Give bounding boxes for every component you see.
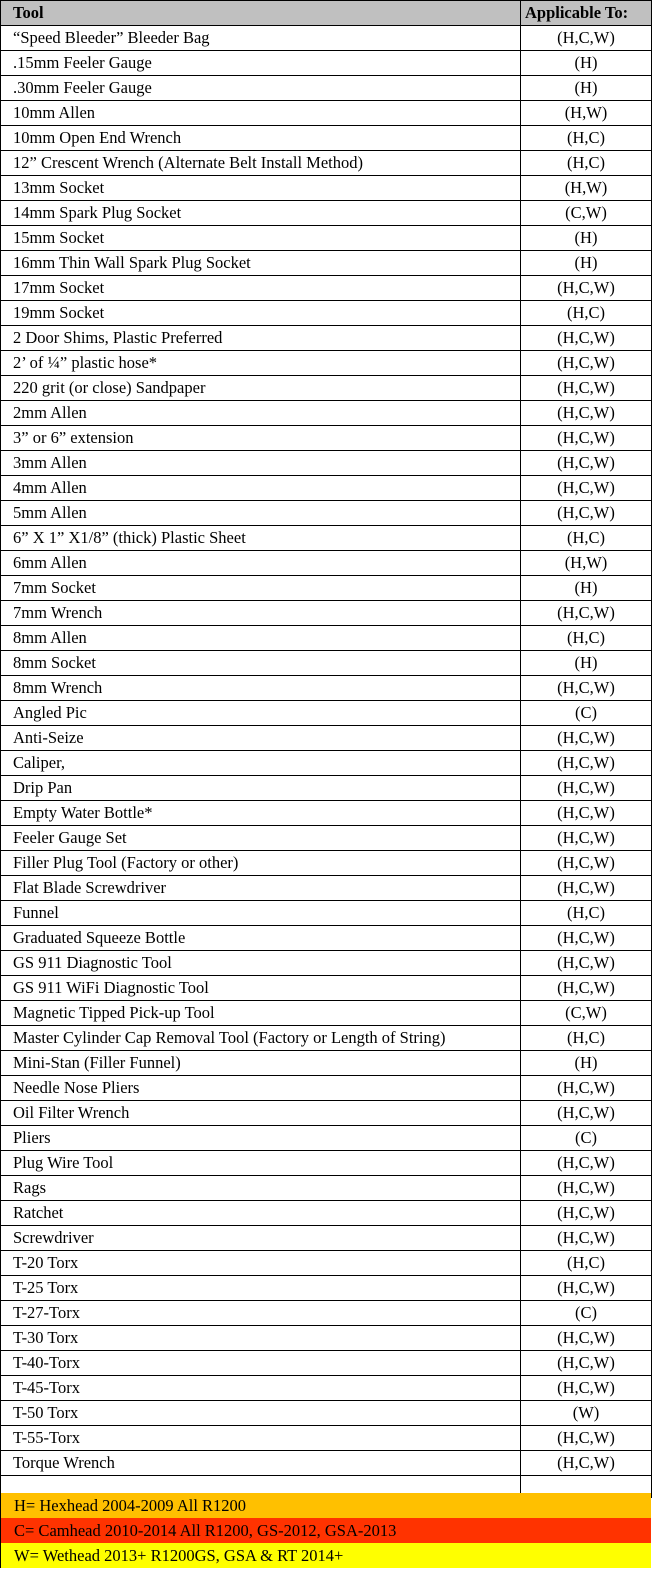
table-row <box>1 1401 652 1426</box>
table-row <box>1 151 652 176</box>
tool-name-cell: Filler Plug Tool (Factory or other) <box>1 851 521 876</box>
table-row <box>1 476 652 501</box>
table-header-row <box>1 1 652 26</box>
applicable-cell: (H,C,W) <box>521 1101 652 1126</box>
tool-name-cell: 14mm Spark Plug Socket <box>1 201 521 226</box>
applicable-cell: (H,C,W) <box>521 876 652 901</box>
table-row <box>1 876 652 901</box>
tool-name-cell: Feeler Gauge Set <box>1 826 521 851</box>
applicable-cell: (H) <box>521 76 652 101</box>
table-row <box>1 1176 652 1201</box>
table-row <box>1 1051 652 1076</box>
table-row <box>1 851 652 876</box>
tool-name-cell: Graduated Squeeze Bottle <box>1 926 521 951</box>
table-row <box>1 351 652 376</box>
tool-name-cell: Oil Filter Wrench <box>1 1101 521 1126</box>
tool-name-cell: T-50 Torx <box>1 1401 521 1426</box>
table-row <box>1 1276 652 1301</box>
tool-name-cell: 12” Crescent Wrench (Alternate Belt Install Method) <box>1 151 521 176</box>
tool-name-cell: .15mm Feeler Gauge <box>1 51 521 76</box>
applicable-cell: (H,C,W) <box>521 451 652 476</box>
tool-name-cell: Ratchet <box>1 1201 521 1226</box>
applicable-cell: (H,C) <box>521 151 652 176</box>
table-row <box>1 776 652 801</box>
tool-name-cell: Anti-Seize <box>1 726 521 751</box>
applicable-cell: (W) <box>521 1401 652 1426</box>
applicable-cell: (H,W) <box>521 176 652 201</box>
applicable-cell: (H) <box>521 651 652 676</box>
tool-name-cell: Rags <box>1 1176 521 1201</box>
table-row <box>1 376 652 401</box>
applicable-cell: (H,W) <box>521 551 652 576</box>
tool-name-cell: Caliper, <box>1 751 521 776</box>
table-row <box>1 801 652 826</box>
table-row <box>1 251 652 276</box>
tool-name-cell: 13mm Socket <box>1 176 521 201</box>
applicable-cell: (H,C,W) <box>521 1201 652 1226</box>
table-row <box>1 1226 652 1251</box>
tool-name-cell: T-25 Torx <box>1 1276 521 1301</box>
applicable-cell: (H,C,W) <box>521 1176 652 1201</box>
table-row <box>1 1101 652 1126</box>
applicable-cell: (H,C,W) <box>521 951 652 976</box>
tool-name-cell: T-55-Torx <box>1 1426 521 1451</box>
table-row <box>1 426 652 451</box>
table-row <box>1 1351 652 1376</box>
tool-name-cell: 16mm Thin Wall Spark Plug Socket <box>1 251 521 276</box>
tool-name-cell: 3mm Allen <box>1 451 521 476</box>
tool-name-cell: 4mm Allen <box>1 476 521 501</box>
table-row <box>1 51 652 76</box>
tool-name-cell: T-45-Torx <box>1 1376 521 1401</box>
applicable-cell: (H,C,W) <box>521 1351 652 1376</box>
applicable-cell: (H,C,W) <box>521 801 652 826</box>
tool-name-cell: Angled Pic <box>1 701 521 726</box>
table-row <box>1 526 652 551</box>
tool-name-cell: Plug Wire Tool <box>1 1151 521 1176</box>
table-row <box>1 76 652 101</box>
applicable-cell: (H,C,W) <box>521 1326 652 1351</box>
table-row <box>1 401 652 426</box>
tool-name-cell: Funnel <box>1 901 521 926</box>
applicable-cell: (H,C,W) <box>521 1076 652 1101</box>
tool-name-cell: 10mm Allen <box>1 101 521 126</box>
applicable-cell: (C,W) <box>521 201 652 226</box>
table-row <box>1 451 652 476</box>
tool-name-cell: “Speed Bleeder” Bleeder Bag <box>1 26 521 51</box>
tool-name-cell: Drip Pan <box>1 776 521 801</box>
tool-name-cell: 8mm Socket <box>1 651 521 676</box>
table-row <box>1 1426 652 1451</box>
applicable-cell: (H,C) <box>521 901 652 926</box>
tool-name-cell: 220 grit (or close) Sandpaper <box>1 376 521 401</box>
applicable-cell: (H,C,W) <box>521 776 652 801</box>
applicable-cell: (H,C,W) <box>521 726 652 751</box>
table-row <box>1 1076 652 1101</box>
header-tool: Tool <box>1 1 521 26</box>
table-row <box>1 701 652 726</box>
applicable-cell: (H,C,W) <box>521 476 652 501</box>
table-row <box>1 326 652 351</box>
applicable-cell: (H,C,W) <box>521 376 652 401</box>
applicable-cell: (H,C,W) <box>521 601 652 626</box>
table-row <box>1 226 652 251</box>
tool-name-cell: 3” or 6” extension <box>1 426 521 451</box>
table-row <box>1 1126 652 1151</box>
legend-item: W= Wethead 2013+ R1200GS, GSA & RT 2014+ <box>0 1543 651 1568</box>
tool-name-cell: 5mm Allen <box>1 501 521 526</box>
applicable-cell: (H,C,W) <box>521 826 652 851</box>
applicable-cell: (H,C,W) <box>521 676 652 701</box>
table-row <box>1 26 652 51</box>
tool-name-cell: Needle Nose Pliers <box>1 1076 521 1101</box>
table-row <box>1 201 652 226</box>
applicable-cell: (C,W) <box>521 1001 652 1026</box>
applicable-cell: (H,C,W) <box>521 1226 652 1251</box>
table-row <box>1 1301 652 1326</box>
table-row <box>1 976 652 1001</box>
table-row <box>1 1151 652 1176</box>
applicable-cell: (C) <box>521 701 652 726</box>
applicable-cell: (H) <box>521 1051 652 1076</box>
tool-name-cell: .30mm Feeler Gauge <box>1 76 521 101</box>
applicable-cell: (H,C) <box>521 1026 652 1051</box>
tool-name-cell: 2mm Allen <box>1 401 521 426</box>
table-row <box>1 1026 652 1051</box>
tool-name-cell: T-20 Torx <box>1 1251 521 1276</box>
table-row <box>1 1451 652 1476</box>
table-row <box>1 501 652 526</box>
table-row <box>1 651 652 676</box>
applicable-cell: (H,C,W) <box>521 1376 652 1401</box>
applicable-cell: (H) <box>521 51 652 76</box>
table-row <box>1 826 652 851</box>
table-row <box>1 751 652 776</box>
table-row <box>1 726 652 751</box>
applicable-cell: (H,C,W) <box>521 426 652 451</box>
applicable-cell: (H,C,W) <box>521 751 652 776</box>
table-row <box>1 1251 652 1276</box>
tool-name-cell: T-27-Torx <box>1 1301 521 1326</box>
tool-name-cell: GS 911 WiFi Diagnostic Tool <box>1 976 521 1001</box>
header-applicable: Applicable To: <box>521 1 652 26</box>
table-row <box>1 1376 652 1401</box>
legend-item: H= Hexhead 2004-2009 All R1200 <box>0 1493 651 1518</box>
tool-name-cell: 6mm Allen <box>1 551 521 576</box>
table-row <box>1 1001 652 1026</box>
applicable-cell: (H,C,W) <box>521 1151 652 1176</box>
applicable-cell: (H,C,W) <box>521 926 652 951</box>
tool-name-cell: Torque Wrench <box>1 1451 521 1476</box>
tools-table-body <box>1 26 652 1499</box>
table-row <box>1 901 652 926</box>
table-row <box>1 301 652 326</box>
applicable-cell: (H,C,W) <box>521 1426 652 1451</box>
tool-name-cell: 2’ of ¼” plastic hose* <box>1 351 521 376</box>
table-row <box>1 676 652 701</box>
applicable-cell: (H,C,W) <box>521 326 652 351</box>
tool-name-cell: 8mm Wrench <box>1 676 521 701</box>
tool-name-cell: 6” X 1” X1/8” (thick) Plastic Sheet <box>1 526 521 551</box>
applicable-cell: (H,C) <box>521 1251 652 1276</box>
table-row <box>1 1326 652 1351</box>
legend-item: C= Camhead 2010-2014 All R1200, GS-2012, GSA-2013 <box>0 1518 651 1543</box>
legend <box>0 1493 651 1568</box>
tool-name-cell: 17mm Socket <box>1 276 521 301</box>
table-row <box>1 101 652 126</box>
applicable-cell: (H,C,W) <box>521 851 652 876</box>
tool-name-cell: T-30 Torx <box>1 1326 521 1351</box>
tool-name-cell: 19mm Socket <box>1 301 521 326</box>
table-row <box>1 926 652 951</box>
applicable-cell: (H,C,W) <box>521 401 652 426</box>
applicable-cell: (H,C) <box>521 301 652 326</box>
applicable-cell: (H,C,W) <box>521 276 652 301</box>
applicable-cell: (H) <box>521 576 652 601</box>
applicable-cell: (H,C) <box>521 626 652 651</box>
table-row <box>1 951 652 976</box>
applicable-cell: (H,C,W) <box>521 1451 652 1476</box>
tool-name-cell: 2 Door Shims, Plastic Preferred <box>1 326 521 351</box>
table-row <box>1 276 652 301</box>
applicable-cell: (H,W) <box>521 101 652 126</box>
table-row <box>1 126 652 151</box>
tool-name-cell: 10mm Open End Wrench <box>1 126 521 151</box>
applicable-cell: (H,C) <box>521 126 652 151</box>
applicable-cell: (H) <box>521 226 652 251</box>
applicable-cell: (H,C,W) <box>521 501 652 526</box>
applicable-cell: (C) <box>521 1301 652 1326</box>
tool-name-cell: 7mm Socket <box>1 576 521 601</box>
applicable-cell: (H,C,W) <box>521 1276 652 1301</box>
tool-name-cell: T-40-Torx <box>1 1351 521 1376</box>
tool-name-cell: 15mm Socket <box>1 226 521 251</box>
tool-name-cell: Master Cylinder Cap Removal Tool (Factory or Length of String) <box>1 1026 521 1051</box>
tool-name-cell: Empty Water Bottle* <box>1 801 521 826</box>
tool-name-cell: 8mm Allen <box>1 626 521 651</box>
table-row <box>1 1201 652 1226</box>
tool-name-cell: Screwdriver <box>1 1226 521 1251</box>
tool-name-cell: Pliers <box>1 1126 521 1151</box>
table-row <box>1 626 652 651</box>
tool-name-cell: GS 911 Diagnostic Tool <box>1 951 521 976</box>
table-row <box>1 551 652 576</box>
tool-name-cell: 7mm Wrench <box>1 601 521 626</box>
applicable-cell: (H,C) <box>521 526 652 551</box>
tool-name-cell: Magnetic Tipped Pick-up Tool <box>1 1001 521 1026</box>
table-row <box>1 176 652 201</box>
tool-name-cell: Flat Blade Screwdriver <box>1 876 521 901</box>
applicable-cell: (H,C,W) <box>521 26 652 51</box>
applicable-cell: (H,C,W) <box>521 976 652 1001</box>
applicable-cell: (H) <box>521 251 652 276</box>
applicable-cell: (H,C,W) <box>521 351 652 376</box>
table-row <box>1 576 652 601</box>
tool-name-cell: Mini-Stan (Filler Funnel) <box>1 1051 521 1076</box>
applicable-cell: (C) <box>521 1126 652 1151</box>
table-row <box>1 601 652 626</box>
